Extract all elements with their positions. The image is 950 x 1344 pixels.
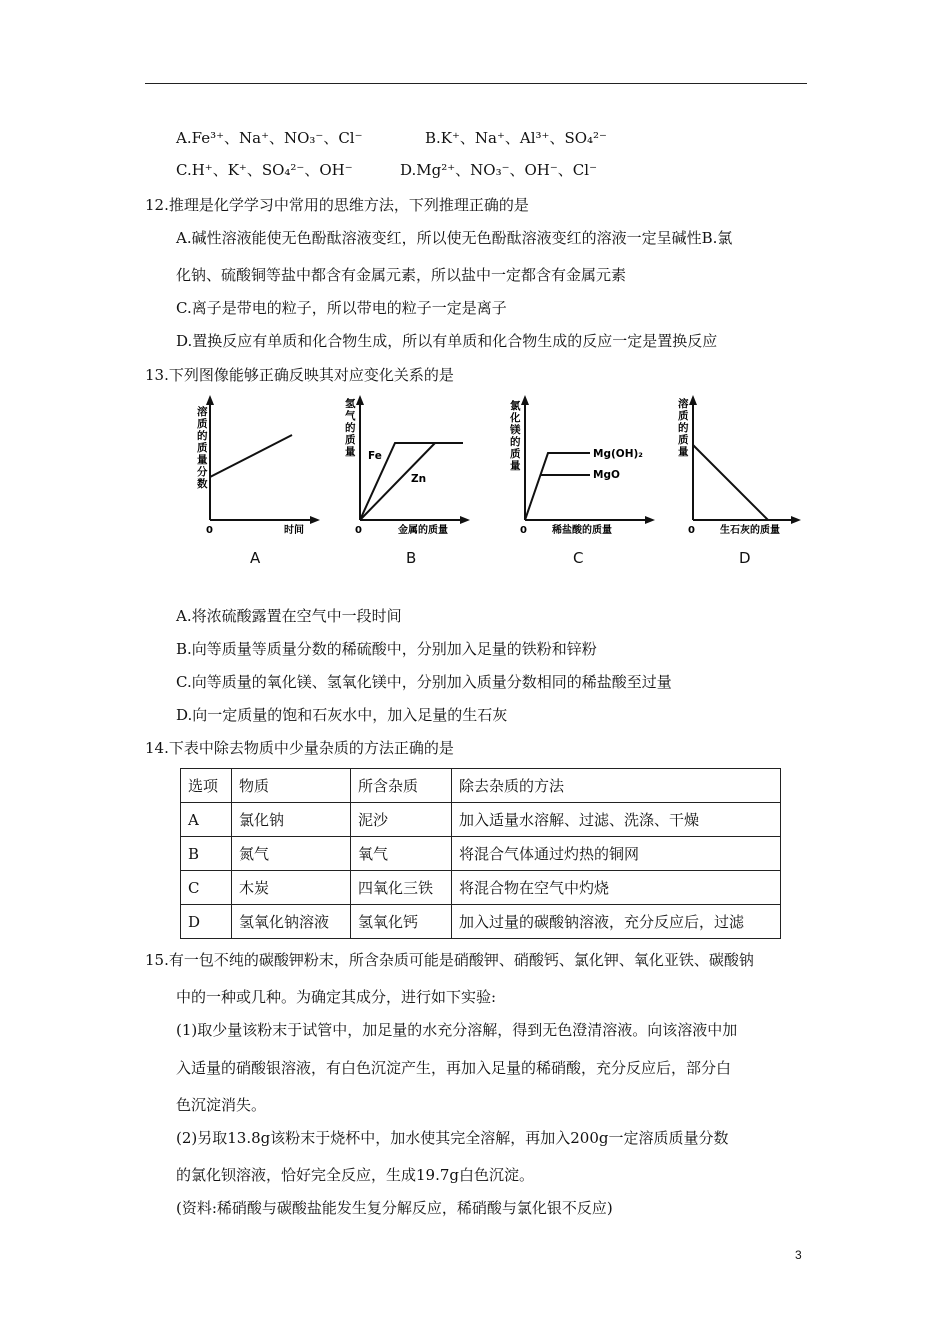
graph-b-xlabel: 金属的质量 <box>398 525 448 536</box>
q13-option-a: A.将浓硫酸露置在空气中一段时间 <box>176 607 402 625</box>
graph-b-label: B <box>406 549 417 567</box>
q15-part1-line1: (1)取少量该粉末于试管中，加足量的水充分溶解，得到无色澄清溶液。向该溶液中加 <box>176 1021 738 1039</box>
q15-part1-line2: 入适量的硝酸银溶液，有白色沉淀产生，再加入足量的稀硝酸，充分反应后，部分白 <box>176 1059 732 1077</box>
q15-note: (资料:稀硝酸与碳酸盐能发生复分解反应，稀硝酸与氯化银不反应) <box>176 1199 613 1217</box>
graph-c-mgoh2-curve <box>525 453 590 520</box>
graph-d-label: D <box>739 549 751 567</box>
header-rule <box>145 83 807 84</box>
svg-text:氢气的质量: 氢气的质量 <box>345 398 356 458</box>
q13-option-c: C.向等质量的氧化镁、氢氧化镁中，分别加入质量分数相同的稀盐酸至过量 <box>176 673 672 691</box>
q11-option-a: A.Fe³⁺、Na⁺、NO₃⁻、Cl⁻ <box>176 129 363 147</box>
svg-text:0: 0 <box>520 525 527 536</box>
q11-option-d: D.Mg²⁺、NO₃⁻、OH⁻、Cl⁻ <box>400 161 597 179</box>
graph-d-curve <box>693 445 768 520</box>
q15-line2: 中的一种或几种。为确定其成分，进行如下实验: <box>176 988 497 1006</box>
q12-stem: 12.推理是化学学习中常用的思维方法，下列推理正确的是 <box>145 196 529 214</box>
svg-text:溶质的质量: 溶质的质量 <box>678 398 689 458</box>
table-row: C 木炭 四氧化三铁 将混合物在空气中灼烧 <box>181 871 781 905</box>
graph-b-fe-label: Fe <box>368 450 382 462</box>
graph-b-zn-label: Zn <box>411 473 427 485</box>
graph-d-xlabel: 生石灰的质量 <box>720 525 780 536</box>
table-header-row: 选项 物质 所含杂质 除去杂质的方法 <box>181 769 781 803</box>
q12-option-d: D.置换反应有单质和化合物生成，所以有单质和化合物生成的反应一定是置换反应 <box>176 332 718 350</box>
q15-part2-line2: 的氯化钡溶液，恰好完全反应，生成19.7g白色沉淀。 <box>176 1166 535 1184</box>
svg-text:0: 0 <box>688 525 695 536</box>
graph-a-xlabel: 时间 <box>284 525 304 536</box>
q15-part1-line3: 色沉淀消失。 <box>176 1096 267 1114</box>
q14-stem: 14.下表中除去物质中少量杂质的方法正确的是 <box>145 739 454 757</box>
q13-stem: 13.下列图像能够正确反映其对应变化关系的是 <box>145 366 454 384</box>
svg-text:0: 0 <box>355 525 362 536</box>
q11-option-b: B.K⁺、Na⁺、Al³⁺、SO₄²⁻ <box>425 129 607 147</box>
q14-table <box>180 768 781 939</box>
graph-a-ylabel: 溶质的质量分数 <box>197 406 208 490</box>
graph-c-mgoh2-label: Mg(OH)₂ <box>593 448 643 460</box>
q12-option-a-line1: A.碱性溶液能使无色酚酞溶液变红，所以使无色酚酞溶液变红的溶液一定呈碱性B.氯 <box>176 229 733 247</box>
graph-c-label: C <box>573 549 584 567</box>
graph-c <box>500 395 660 535</box>
graph-d <box>668 395 808 535</box>
graph-a <box>180 395 320 535</box>
graph-a-label: A <box>250 549 261 567</box>
q15-part2-line1: (2)另取13.8g该粉末于烧杯中，加水使其完全溶解，再加入200g一定溶质质量分数 <box>176 1129 729 1147</box>
q13-option-d: D.向一定质量的饱和石灰水中，加入足量的生石灰 <box>176 706 508 724</box>
svg-text:氯化镁的质量: 氯化镁的质量 <box>510 400 521 472</box>
table-row: B 氮气 氧气 将混合气体通过灼热的铜网 <box>181 837 781 871</box>
q11-option-c: C.H⁺、K⁺、SO₄²⁻、OH⁻ <box>176 161 353 179</box>
graph-c-xlabel: 稀盐酸的质量 <box>552 525 612 536</box>
q15-line1: 15.有一包不纯的碳酸钾粉末，所含杂质可能是硝酸钾、硝酸钙、氯化钾、氧化亚铁、碳酸钠 <box>145 951 754 969</box>
graph-b <box>335 395 475 535</box>
q12-option-a-line2: 化钠、硫酸铜等盐中都含有金属元素，所以盐中一定都含有金属元素 <box>176 266 627 284</box>
graph-a-curve <box>210 435 292 477</box>
table-row: A 氯化钠 泥沙 加入适量水溶解、过滤、洗涤、干燥 <box>181 803 781 837</box>
graph-a-origin: 0 <box>206 525 213 536</box>
graph-c-mgo-label: MgO <box>593 469 620 481</box>
page-number: 3 <box>795 1248 802 1262</box>
table-row: D 氢氧化钠溶液 氢氧化钙 加入过量的碳酸钠溶液，充分反应后，过滤 <box>181 905 781 939</box>
q13-option-b: B.向等质量等质量分数的稀硫酸中，分别加入足量的铁粉和锌粉 <box>176 640 597 658</box>
q12-option-c: C.离子是带电的粒子，所以带电的粒子一定是离子 <box>176 299 507 317</box>
